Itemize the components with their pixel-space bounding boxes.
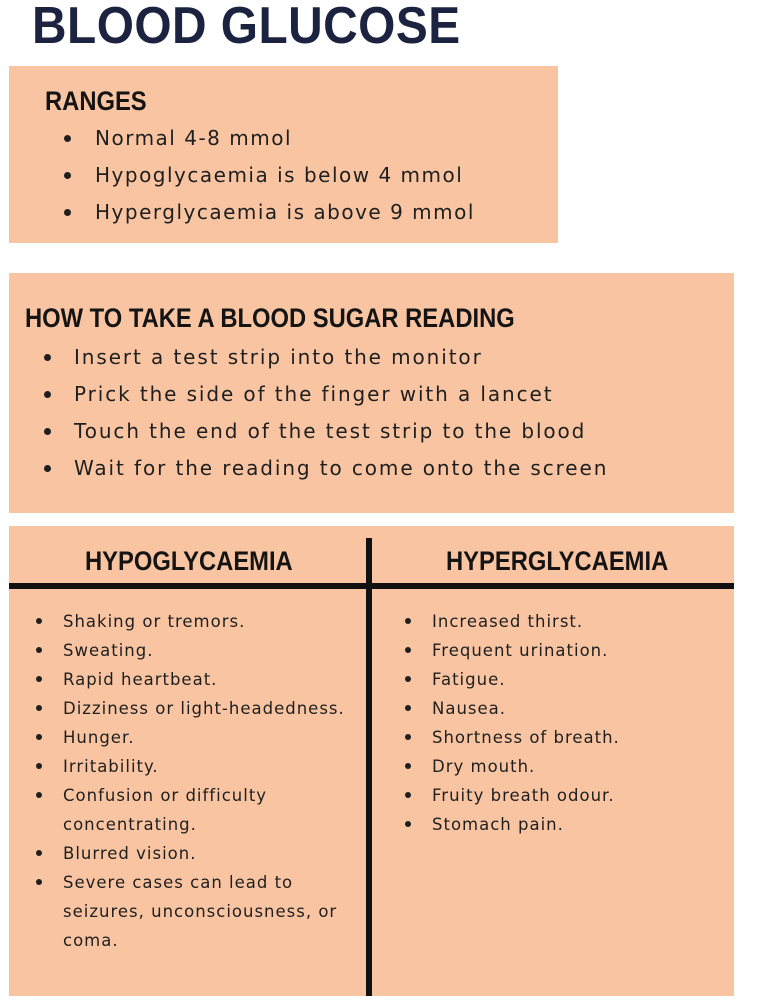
list-item-text: Sweating.: [63, 641, 154, 660]
bullet-icon: [36, 705, 42, 711]
list-item: [44, 452, 608, 489]
list-item-text-continued: coma.: [63, 931, 119, 950]
bullet-icon: [44, 428, 51, 435]
list-item-text: Irritability.: [63, 757, 159, 776]
list-item: [64, 159, 475, 196]
steps-list: [44, 341, 608, 489]
list-item-text: Hyperglycaemia is above 9 mmol: [95, 200, 475, 224]
bullet-icon: [64, 209, 71, 216]
bullet-icon: [36, 763, 42, 769]
list-item: [36, 752, 345, 781]
list-item-text-continued: seizures, unconsciousness, or: [63, 902, 338, 921]
bullet-icon: [405, 734, 411, 740]
list-item: [36, 781, 345, 839]
hyperglycaemia-symptoms-list: [405, 607, 620, 839]
list-item: [405, 694, 620, 723]
list-item: [405, 781, 620, 810]
list-item-text: Shaking or tremors.: [63, 612, 246, 631]
list-item-text: Severe cases can lead to: [63, 873, 294, 892]
ranges-list: [64, 122, 475, 233]
bullet-icon: [405, 647, 411, 653]
list-item: [36, 868, 345, 955]
list-item: [64, 196, 475, 233]
bullet-icon: [36, 850, 42, 856]
hypoglycaemia-symptoms-list: [36, 607, 345, 955]
list-item-text: Normal 4-8 mmol: [95, 126, 293, 150]
hyperglycaemia-heading: HYPERGLYCAEMIA: [446, 546, 669, 576]
bullet-icon: [64, 135, 71, 142]
list-item: [36, 723, 345, 752]
list-item: [405, 723, 620, 752]
bullet-icon: [405, 618, 411, 624]
bullet-icon: [36, 618, 42, 624]
list-item-text: Prick the side of the finger with a lancet: [74, 382, 554, 406]
list-item-text: Nausea.: [432, 699, 507, 718]
ranges-heading: RANGES: [45, 86, 147, 116]
list-item-text: Rapid heartbeat.: [63, 670, 218, 689]
list-item: [405, 752, 620, 781]
bullet-icon: [64, 172, 71, 179]
bullet-icon: [36, 676, 42, 682]
list-item: [36, 636, 345, 665]
list-item-text: Frequent urination.: [432, 641, 609, 660]
steps-heading: HOW TO TAKE A BLOOD SUGAR READING: [25, 303, 515, 333]
hypoglycaemia-heading: HYPOGLYCAEMIA: [85, 546, 293, 576]
list-item: [36, 839, 345, 868]
list-item: [36, 694, 345, 723]
bullet-icon: [44, 354, 51, 361]
bullet-icon: [405, 821, 411, 827]
list-item: [36, 665, 345, 694]
list-item-text-continued: concentrating.: [63, 815, 197, 834]
bullet-icon: [44, 465, 51, 472]
list-item: [405, 665, 620, 694]
list-item-text: Insert a test strip into the monitor: [74, 345, 483, 369]
list-item-text: Blurred vision.: [63, 844, 197, 863]
bullet-icon: [44, 391, 51, 398]
steps-panel: [9, 273, 734, 513]
symptoms-panel: [9, 526, 734, 996]
bullet-icon: [405, 792, 411, 798]
list-item-text: Touch the end of the test strip to the blood: [74, 419, 587, 443]
list-item-text: Fruity breath odour.: [432, 786, 615, 805]
page-title: BLOOD GLUCOSE: [32, 0, 461, 55]
list-item-text: Shortness of breath.: [432, 728, 620, 747]
list-item-text: Dry mouth.: [432, 757, 536, 776]
list-item: [405, 636, 620, 665]
bullet-icon: [36, 647, 42, 653]
list-item: [44, 415, 608, 452]
bullet-icon: [405, 763, 411, 769]
list-item-text: Stomach pain.: [432, 815, 564, 834]
bullet-icon: [36, 792, 42, 798]
ranges-panel: [9, 66, 558, 243]
list-item-text: Wait for the reading to come onto the screen: [74, 456, 609, 480]
list-item-text: Confusion or difficulty: [63, 786, 268, 805]
list-item: [44, 341, 608, 378]
list-item: [405, 810, 620, 839]
list-item: [64, 122, 475, 159]
list-item: [405, 607, 620, 636]
list-item-text: Hunger.: [63, 728, 135, 747]
vertical-divider: [366, 538, 372, 996]
bullet-icon: [36, 734, 42, 740]
bullet-icon: [405, 676, 411, 682]
list-item-text: Dizziness or light-headedness.: [63, 699, 345, 718]
list-item: [36, 607, 345, 636]
bullet-icon: [36, 879, 42, 885]
list-item: [44, 378, 608, 415]
bullet-icon: [405, 705, 411, 711]
list-item-text: Fatigue.: [432, 670, 506, 689]
list-item-text: Increased thirst.: [432, 612, 584, 631]
list-item-text: Hypoglycaemia is below 4 mmol: [95, 163, 464, 187]
